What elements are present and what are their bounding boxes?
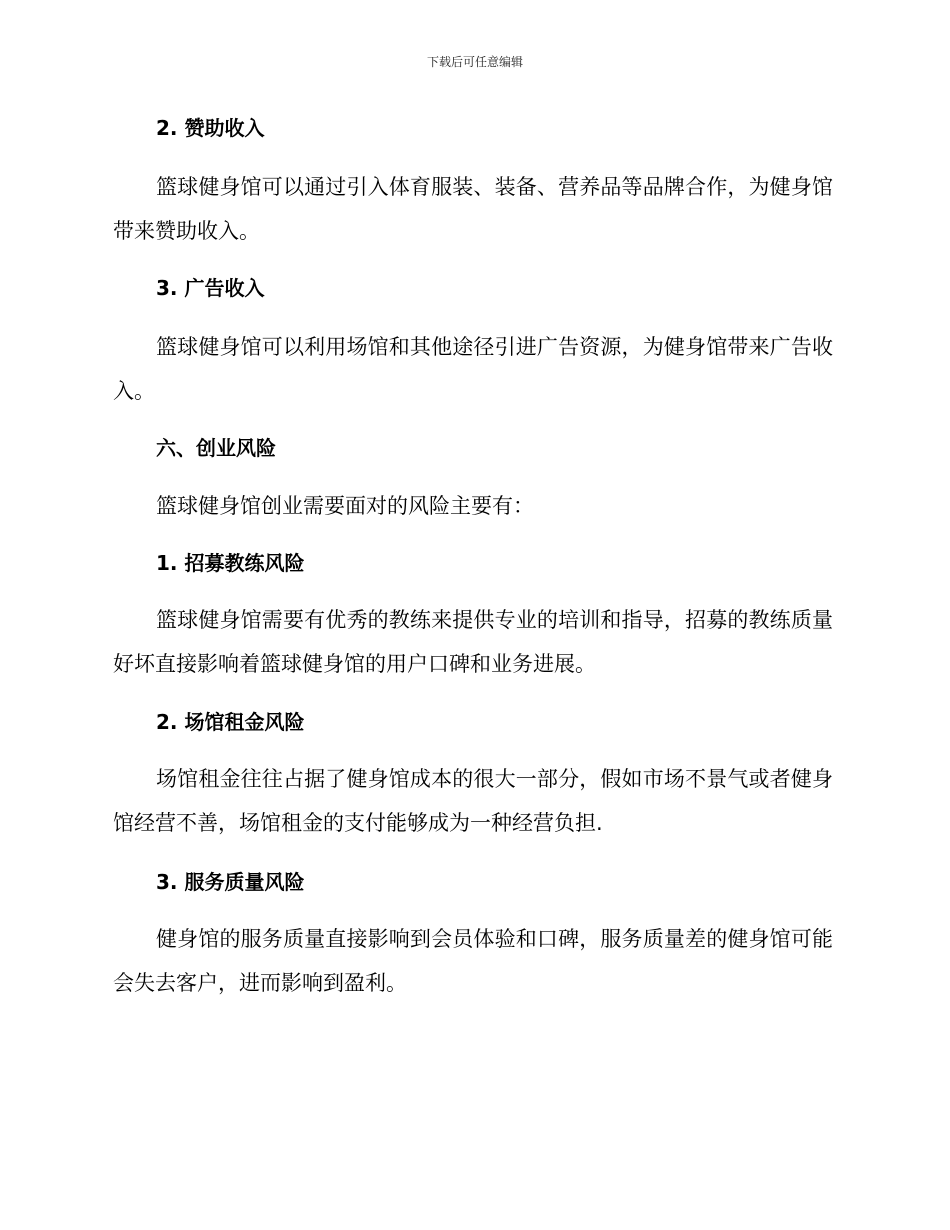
paragraph-rent-risk: 场馆租金往往占据了健身馆成本的很大一部分，假如市场不景气或者健身馆经营不善，场馆租金的支付能够成为一种经营负担.: [113, 767, 833, 835]
paragraph-coach-risk: 篮球健身馆需要有优秀的教练来提供专业的培训和指导，招募的教练质量好坏直接影响着篮球健身馆的用户口碑和业务进展。: [113, 608, 833, 676]
section-heading-coach-risk: 1. 招募教练风险: [156, 551, 305, 575]
paragraph-ad-income: 篮球健身馆可以利用场馆和其他途径引进广告资源，为健身馆带来广告收入。: [113, 335, 833, 403]
section-heading-ad-income: 3. 广告收入: [156, 276, 265, 300]
section-heading-rent-risk: 2. 场馆租金风险: [156, 710, 305, 734]
paragraph-sponsor-income: 篮球健身馆可以通过引入体育服装、装备、营养品等品牌合作，为健身馆带来赞助收入。: [113, 175, 833, 243]
section-heading-sponsor-income: 2. 赞助收入: [156, 116, 265, 140]
section-heading-service-risk: 3. 服务质量风险: [156, 870, 305, 894]
paragraph-service-risk: 健身馆的服务质量直接影响到会员体验和口碑，服务质量差的健身馆可能会失去客户，进而影响到盈利。: [113, 927, 833, 995]
page-header: 下载后可任意编辑: [426, 55, 523, 69]
paragraph-risk-intro: 篮球健身馆创业需要面对的风险主要有：: [156, 494, 534, 518]
section-heading-startup-risk: 六、创业风险: [156, 436, 276, 460]
